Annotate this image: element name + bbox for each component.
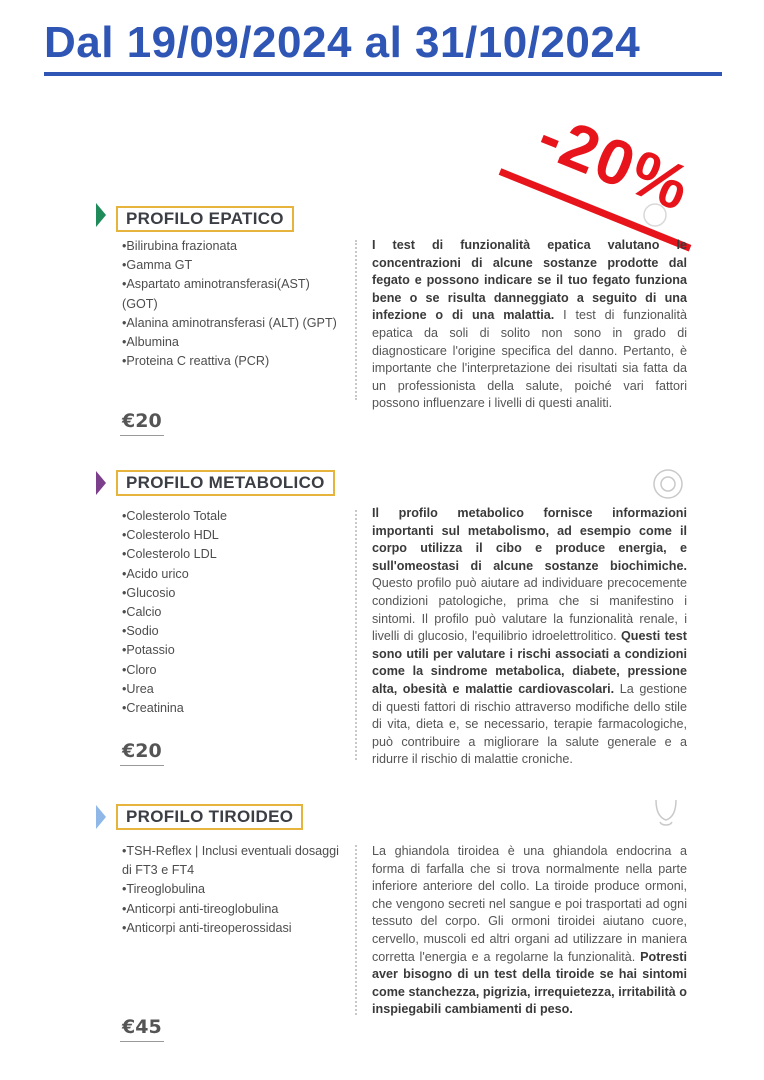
description-bold: Il profilo metabolico fornisce informazioni importanti sul metabolismo, ad esempio come il corpo utilizza il cibo e produce energia, e sull'omeostasi di alcune sostanze biochimiche. xyxy=(372,506,687,573)
test-item: •Aspartato aminotransferasi(AST) (GOT) xyxy=(122,277,310,311)
profile-description xyxy=(372,843,687,1019)
test-item: •Acido urico xyxy=(122,566,189,581)
price-underline xyxy=(120,765,164,766)
promo-date-range: Dal 19/09/2024 al 31/10/2024 xyxy=(44,18,641,67)
test-item: •TSH-Reflex | Inclusi eventuali dosaggi di FT3 e FT4 xyxy=(122,844,339,878)
thyroid-icon xyxy=(646,792,686,832)
profile-price: €20 xyxy=(122,740,162,762)
test-item: •Colesterolo HDL xyxy=(122,528,219,543)
discount-badge: -20% xyxy=(528,99,702,225)
price-underline xyxy=(120,435,164,436)
test-item: •Creatinina xyxy=(122,701,184,716)
liver-icon xyxy=(640,200,670,230)
test-item: •Cloro xyxy=(122,662,157,677)
test-item: •Calcio xyxy=(122,605,162,620)
description-text: La gestione di questi fattori di rischio attraverso modifiche dello stile di vita, dieta e, se necessario, terapie farmacologiche, può contribuire a migliorare la salute generale e a ridurre il rischio di malattie croniche. xyxy=(372,681,688,767)
test-item: •Tireoglobulina xyxy=(122,882,206,897)
profile-price: €45 xyxy=(122,1016,162,1038)
test-list xyxy=(122,237,347,371)
profile-description xyxy=(372,505,687,769)
test-item: •Urea xyxy=(122,681,154,696)
profile-price: €20 xyxy=(122,410,162,432)
test-item: •Bilirubina frazionata xyxy=(122,239,238,253)
column-divider xyxy=(355,240,357,400)
test-item: •Colesterolo LDL xyxy=(122,547,217,562)
test-list xyxy=(122,842,347,938)
test-item: •Proteina C reattiva (PCR) xyxy=(122,354,270,369)
test-item: •Anticorpi anti-tireoperossidasi xyxy=(122,920,292,935)
description-bold: I test di funzionalità epatica valutano le concentrazioni di alcune sostanze prodotte dal fegato e possono indicare se il tuo fegato funziona bene o se risulta danneggiato a seguito di una infezione o di una malattia. xyxy=(372,238,687,323)
test-item: •Colesterolo Totale xyxy=(122,509,227,523)
section-marker-icon xyxy=(96,471,106,495)
test-item: •Alanina aminotransferasi (ALT) (GPT) xyxy=(122,315,337,330)
headline-underline xyxy=(44,72,722,76)
description-text: La ghiandola tiroidea è una ghiandola endocrina a forma di farfalla che si trova normalmente nella parte inferiore anteriore del collo. La tiroide produce ormoni, che vengono secreti nel sangue e poi trasportati ad ogni tessuto del corpo. Gli ormoni tiroidei aiutano cuore, cervello, muscoli ed altri organi ad utilizzare in maniera corretta l'energia e a regolarne la funzionalità. xyxy=(372,844,687,964)
profile-title: PROFILO METABOLICO xyxy=(116,470,335,496)
description-text: I test di funzionalità epatica da soli di solito non sono in grado di diagnosticare l'origine specifica del danno. Pertanto, è importante che l'interpretazione dei risultati sia fatta da un professionista della salute, poiché vari fattori possono influenzare i livelli di questi analiti. xyxy=(372,308,687,411)
section-marker-icon xyxy=(96,805,106,829)
profile-description xyxy=(372,237,687,413)
price-underline xyxy=(120,1041,164,1042)
profile-title: PROFILO EPATICO xyxy=(116,206,294,232)
section-marker-icon xyxy=(96,203,106,227)
metabolism-icon xyxy=(650,466,686,502)
description-bold: Potresti aver bisogno di un test della tiroide se hai sintomi come stanchezza, pigrizia, irrequietezza, irritabilità o inspiegabili cambiamenti di peso. xyxy=(372,949,687,1017)
test-item: •Albumina xyxy=(122,335,179,350)
test-list xyxy=(122,507,347,718)
column-divider xyxy=(355,845,357,1015)
column-divider xyxy=(355,510,357,760)
description-text: Questo profilo può aiutare ad individuare precocemente condizioni patologiche, prima che si manifestino i sintomi. Il profilo può valutare la funzionalità renale, i livelli di glucosio, l'equilibrio idroelettrolitico. xyxy=(372,576,687,644)
test-item: •Gamma GT xyxy=(122,258,193,273)
description-bold: Questi test sono utili per valutare i rischi associati a condizioni come la sindrome metabolica, diabete, pressione alta, obesità e malattie cardiovascolari. xyxy=(372,629,687,696)
test-item: •Glucosio xyxy=(122,585,176,600)
test-item: •Potassio xyxy=(122,643,175,658)
profile-title: PROFILO TIROIDEO xyxy=(116,804,303,830)
test-item: •Sodio xyxy=(122,624,159,639)
test-item: •Anticorpi anti-tireoglobulina xyxy=(122,901,279,916)
